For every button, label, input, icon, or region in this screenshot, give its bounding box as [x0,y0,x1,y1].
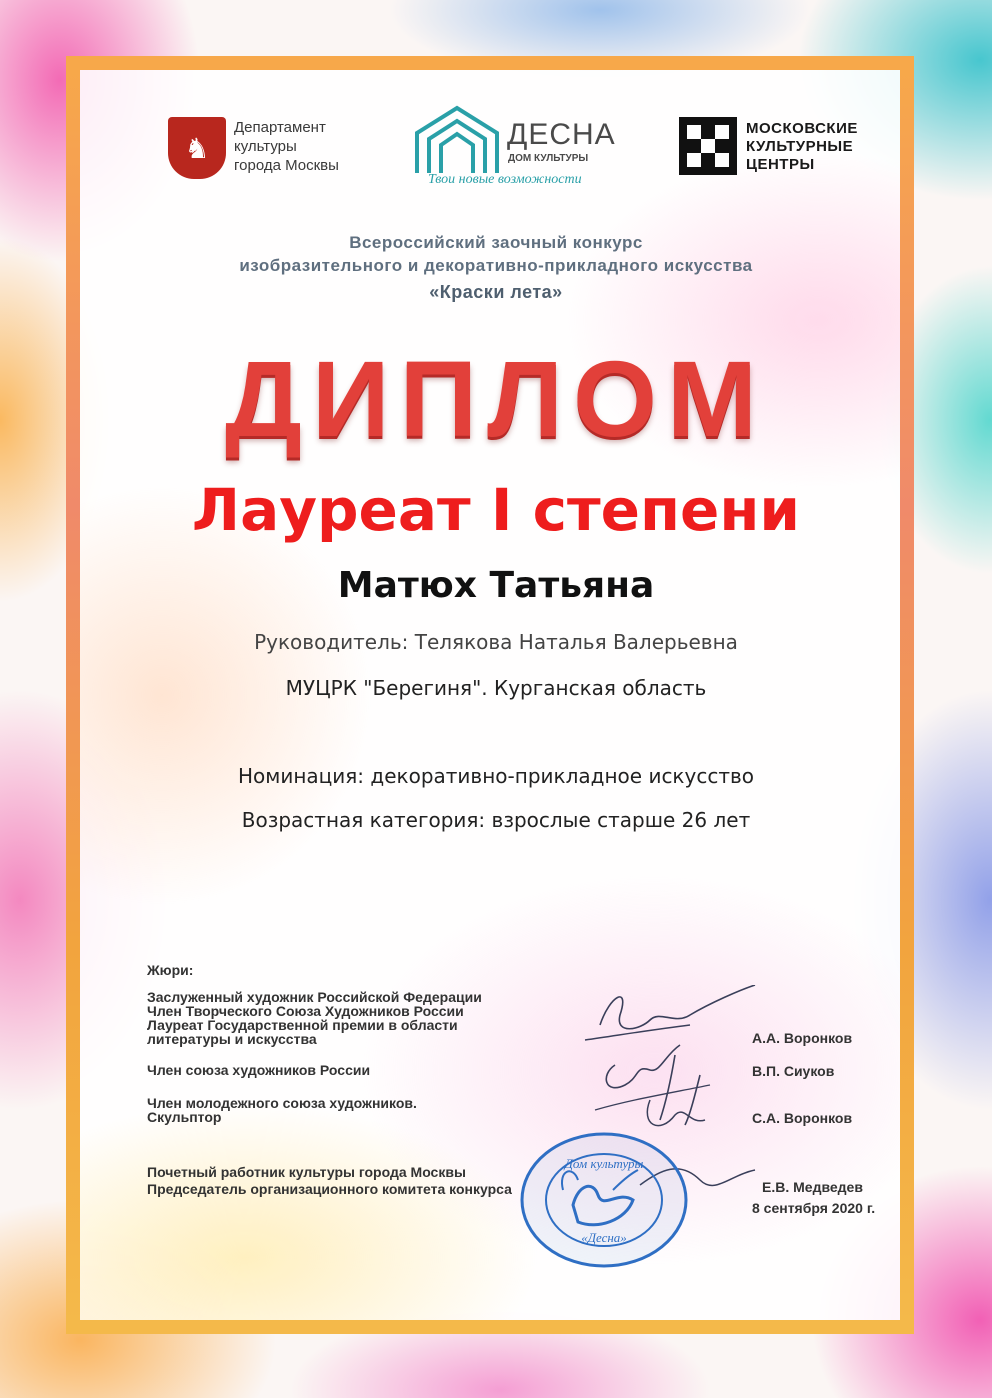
mkc-line-3: ЦЕНТРЫ [746,156,815,173]
stamp-top-text: Дом культуры [564,1156,644,1171]
department-line-2: культуры [234,138,297,155]
supervisor-line: Руководитель: Телякова Наталья Валерьевна [254,630,738,654]
jury-chair-name: Е.В. Медведев [762,1179,863,1195]
mkc-line-1: МОСКОВСКИЕ [746,120,858,137]
desna-logo-name: ДЕСНА [507,118,616,151]
jury-member-1-name: А.А. Воронков [752,1030,853,1046]
department-line-3: города Москвы [234,157,339,174]
jury-member-3-title-1: Член молодежного союза художников. [147,1095,417,1111]
jury-member-1-title-4: литературы и искусства [147,1031,317,1047]
desna-logo-slogan: Твои новые возможности [428,172,582,187]
jury-member-1-title-1: Заслуженный художник Российской Федерации [147,989,482,1005]
jury-member-1-titles [147,990,482,1046]
contest-name: «Краски лета» [429,282,563,302]
mkc-line-2: КУЛЬТУРНЫЕ [746,138,854,155]
nomination-line: Номинация: декоративно-прикладное искусство [237,764,755,788]
desna-house-logo-icon [412,103,502,178]
jury-chair-title-1: Почетный работник культуры города Москвы [147,1164,466,1180]
jury-member-3-title-2: Скульптор [147,1109,222,1125]
age-category-line: Возрастная категория: взрослые старше 26 лет [241,808,751,832]
organization-line: МУЦРК "Берегиня". Курганская область [285,676,707,700]
jury-member-1-title-2: Член Творческого Союза Художников России [147,1003,464,1019]
jury-member-1-title-3: Лауреат Государственной премии в области [147,1017,458,1033]
jury-member-2-name: В.П. Сиуков [752,1063,835,1079]
award-degree: Лауреат I степени [191,476,801,544]
contest-title-line-2: изобразительного и декоративно-прикладного искусства [239,256,753,275]
issue-date: 8 сентября 2020 г. [752,1200,876,1216]
jury-chair-title-2: Председатель организационного комитета конкурса [147,1181,512,1197]
moscow-cultural-centers-logo-icon [679,117,737,175]
organization-stamp-icon [518,1130,690,1270]
desna-logo-subtitle: ДОМ КУЛЬТУРЫ [508,153,589,164]
moscow-coat-of-arms-icon: ♞ [168,117,226,179]
jury-member-3-titles [147,1096,417,1124]
jury-member-3-name: С.А. Воронков [752,1110,853,1126]
moscow-cultural-centers-logo-text [746,120,858,174]
jury-chair-titles [147,1164,512,1198]
stamp-bottom-text: «Десна» [581,1230,627,1245]
jury-heading: Жюри: [147,962,194,978]
recipient-name: Матюх Татьяна [337,565,655,606]
jury-member-2-title: Член союза художников России [147,1062,371,1078]
diploma-title: ДИПЛОМ [225,338,767,459]
department-line-1: Департамент [234,119,326,136]
department-culture-logo-text [234,118,339,175]
contest-title-line-1: Всероссийский заочный конкурс [349,233,643,252]
